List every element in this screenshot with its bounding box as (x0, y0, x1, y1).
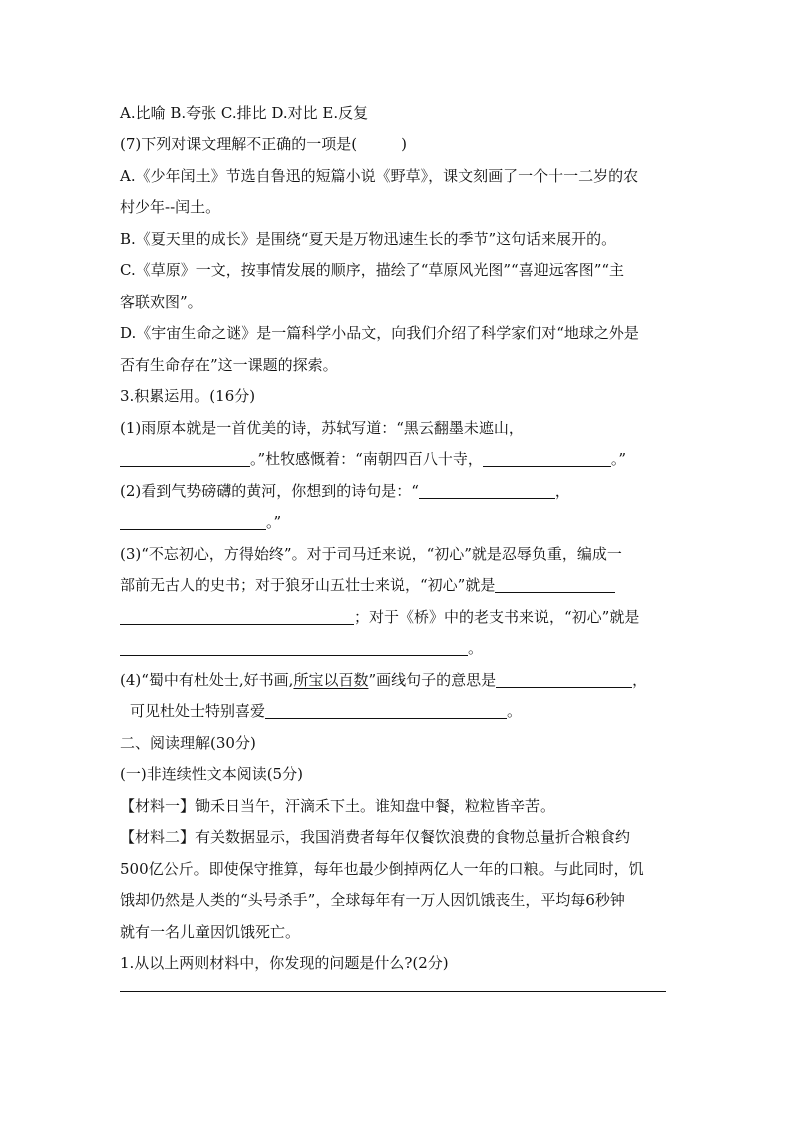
fill-blank[interactable] (120, 450, 250, 467)
rhetoric-options: A.比喻 B.夸张 C.排比 D.对比 E.反复 (120, 104, 369, 122)
poem-1-mid-text: 。”杜牧感慨着：“南朝四百八十寺， (250, 450, 483, 468)
poem-1-text: (1)雨原本就是一首优美的诗，苏轼写道：“黑云翻墨未遮山， (120, 419, 524, 437)
item-3-line4 (120, 638, 680, 658)
item-3-end-text: 。 (468, 639, 484, 657)
option-a-line2: 村少年--闰土。 (120, 198, 221, 216)
material-2-text: 有关数据显示，我国消费者每年仅餐饮浪费的食物总量折合粮食约 (195, 828, 631, 846)
material-2-line1 (120, 827, 680, 847)
material-2-line4: 就有一名儿童因饥饿死亡。 (120, 923, 301, 941)
fill-blank[interactable] (120, 608, 354, 625)
question-7-stem-text: (7)下列对课文理解不正确的一项是( (120, 135, 358, 153)
option-c-line2: 客联欢图”。 (120, 293, 203, 311)
material-2-label: 【材料二】 (120, 828, 196, 846)
material-2-line2: 500亿公斤。即使保守推算，每年也最少倒掉两亿人一年的口粮。与此同时，饥 (120, 860, 644, 878)
poem-2-comma: ， (554, 482, 570, 500)
fill-blank[interactable] (120, 639, 468, 656)
poem-2-text: (2)看到气势磅礴的黄河，你想到的诗句是：“ (120, 482, 419, 500)
poem-1-end-text: 。” (610, 450, 627, 468)
option-b: B.《夏天里的成长》是围绕“夏天是万物迅速生长的季节”这句话来展开的。 (120, 230, 617, 248)
item-4-text-2: 可见杜处士特别喜爱 (130, 702, 266, 720)
underlined-phrase: 所宝以百数 (293, 671, 369, 689)
section-2-subheading: (一)非连续性文本阅读(5分) (120, 765, 303, 783)
fill-blank[interactable] (419, 482, 555, 499)
material-1-label: 【材料一】 (120, 797, 196, 815)
material-2-line3: 饿却仍然是人类的“头号杀手”，全球每年有一万人因饥饿丧生，平均每6秒钟 (120, 891, 625, 909)
reading-question-1: 1.从以上两则材料中，你发现的问题是什么?(2分) (120, 954, 449, 972)
item-3-line3 (120, 607, 680, 627)
item-3-line2 (120, 575, 680, 595)
question-3-heading: 3.积累运用。(16分) (120, 387, 256, 405)
poem-2-end-text: 。” (266, 513, 282, 531)
item-3-text: 部前无古人的史书；对于狼牙山五壮士来说，“初心”就是 (120, 576, 496, 594)
item-4-line2 (130, 701, 690, 721)
material-1-text: 锄禾日当午，汗滴禾下土。谁知盘中餐，粒粒皆辛苦。 (195, 797, 556, 815)
material-1 (120, 796, 680, 816)
option-d-line1: D.《宇宙生命之谜》是一篇科学小品文，向我们介绍了科学家们对“地球之外是 (120, 324, 639, 342)
poem-2-line1 (120, 481, 680, 501)
item-4-comma: ， (632, 671, 648, 689)
question-7-stem (120, 134, 680, 154)
item-4-line1 (120, 670, 680, 690)
poem-2-line2 (120, 512, 680, 532)
fill-blank[interactable] (265, 702, 507, 719)
option-a-line1: A.《少年闰土》节选自鲁迅的短篇小说《野草》，课文刻画了一个十一二岁的农 (120, 167, 639, 185)
item-4-mid-text: ”画线句子的意思是 (368, 671, 497, 689)
item-4-text: (4)“蜀中有杜处士,好书画, (120, 671, 294, 689)
option-d-line2: 否有生命存在”这一课题的探索。 (120, 356, 338, 374)
poem-1-line1 (120, 418, 680, 438)
answer-line[interactable] (120, 991, 666, 992)
item-4-end-text: 。 (507, 702, 523, 720)
fill-blank[interactable] (120, 513, 266, 530)
section-2-heading: 二、阅读理解(30分) (120, 734, 256, 752)
fill-blank[interactable] (496, 671, 632, 688)
fill-blank[interactable] (495, 576, 615, 593)
poem-1-line2 (120, 449, 680, 469)
question-7-stem-end: ) (401, 135, 407, 153)
item-3-mid-text: ；对于《桥》中的老支书来说，“初心”就是 (354, 608, 640, 626)
item-3-line1: (3)“不忘初心，方得始终”。对于司马迁来说，“初心”就是忍辱负重，编成一 (120, 545, 622, 563)
option-c-line1: C.《草原》一文，按事情发展的顺序，描绘了“草原风光图”“喜迎远客图”“主 (120, 261, 625, 279)
fill-blank[interactable] (483, 450, 611, 467)
